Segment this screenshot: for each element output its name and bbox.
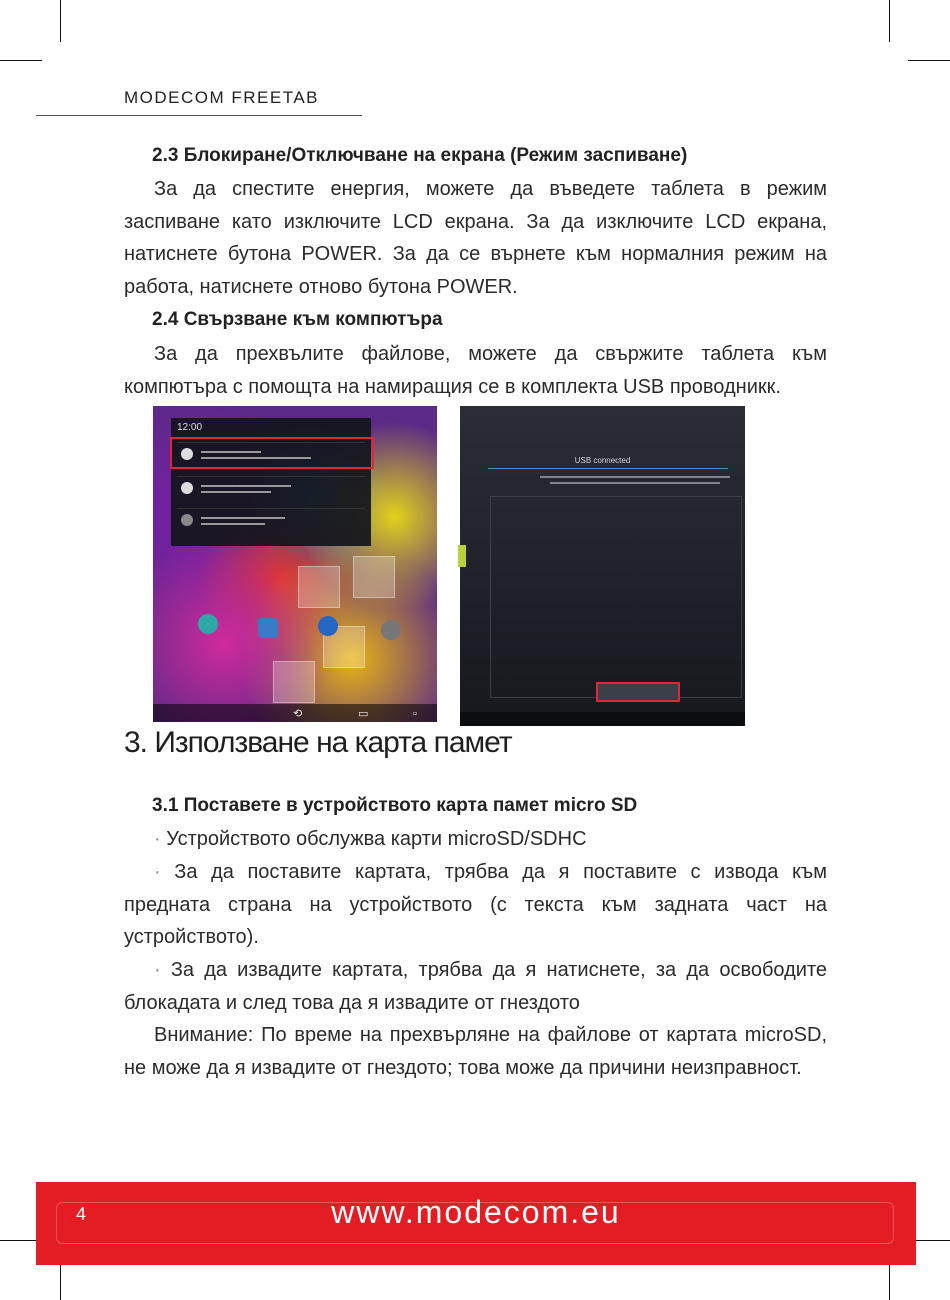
usb-text-line bbox=[550, 482, 720, 484]
usb-title-rule bbox=[488, 468, 728, 469]
section-3-title: 3. Използване на карта памет bbox=[124, 726, 512, 759]
crop-mark bbox=[60, 0, 61, 42]
turn-on-usb-storage-button bbox=[596, 682, 680, 702]
usb-dialog-frame bbox=[490, 496, 742, 698]
header-brand: MODECOM FREETAB bbox=[124, 88, 320, 107]
nav-bar bbox=[460, 712, 745, 726]
bullet-text: За да поставите картата, трябва да я поставите с извода към предната страна на устройството (с текста към задната част на устройството). bbox=[124, 861, 827, 948]
usb-connected-title: USB connected bbox=[574, 456, 631, 465]
bullet-item bbox=[124, 954, 827, 1019]
wallpaper-tile bbox=[273, 661, 315, 703]
notif-line bbox=[201, 491, 271, 493]
wallpaper-tile bbox=[353, 556, 395, 598]
bullet-dot-icon: · bbox=[154, 828, 167, 850]
page-number: 4 bbox=[76, 1204, 87, 1224]
footer-bar bbox=[36, 1182, 916, 1265]
app-icon bbox=[258, 618, 278, 638]
section-2-3-heading: 2.3 Блокиране/Отключване на екрана (Режим заспиване) bbox=[152, 145, 688, 166]
back-icon: ⟲ bbox=[293, 708, 303, 720]
notification-icon bbox=[181, 514, 193, 526]
app-icon bbox=[318, 616, 338, 636]
home-icon: ▭ bbox=[358, 708, 369, 720]
app-icon bbox=[381, 620, 401, 640]
bullet-item bbox=[124, 823, 827, 856]
notification-row bbox=[177, 476, 365, 501]
warning-paragraph: Внимание: По време на прехвърляне на файлове от картата microSD, не може да я извадите от гнездото; това може да причини неизправност. bbox=[124, 1024, 827, 1079]
app-icon bbox=[198, 614, 218, 634]
notif-line bbox=[201, 517, 285, 519]
section-2-4-body: За да прехвълите файлове, можете да свържите таблета към компютъра с помощта на намиращия се в комплекта USB проводникк. bbox=[124, 343, 827, 398]
notif-line bbox=[201, 485, 291, 487]
usb-text-line bbox=[540, 476, 730, 478]
recent-apps-icon: ▫ bbox=[413, 708, 417, 720]
bullet-text: За да извадите картата, трябва да я натиснете, за да освободите блокадата и след това да я извадите от гнездото bbox=[124, 959, 828, 1014]
notification-row bbox=[177, 508, 365, 533]
bullet-dot-icon: · bbox=[154, 861, 175, 883]
bullet-dot-icon: · bbox=[154, 959, 171, 981]
bullet-item bbox=[124, 856, 827, 954]
status-time: 12:00 bbox=[177, 422, 203, 433]
crop-mark bbox=[889, 0, 890, 42]
usb-notification-highlight bbox=[170, 437, 374, 469]
header-rule bbox=[36, 115, 362, 116]
section-2-3-body: За да спестите енергия, можете да въведете таблета в режим заспиване като изключите LCD екрана. За да изключите LCD екрана, натиснете бутона POWER. За да се върнете към нормалния режим на работа, натиснете отново бутона POWER. bbox=[124, 178, 827, 298]
wallpaper-tile bbox=[298, 566, 340, 608]
section-3-1-heading: 3.1 Поставете в устройството карта памет micro SD bbox=[152, 795, 638, 816]
bullet-text: Устройството обслужва карти microSD/SDHC bbox=[166, 828, 587, 850]
footer-url[interactable]: www.modecom.eu bbox=[331, 1194, 621, 1230]
crop-mark bbox=[0, 60, 42, 61]
device-side-tab bbox=[458, 545, 466, 567]
notif-line bbox=[201, 523, 265, 525]
notification-icon bbox=[181, 482, 193, 494]
screenshot-usb-connected bbox=[460, 406, 745, 726]
crop-mark bbox=[908, 60, 950, 61]
section-2-4-heading: 2.4 Свързване към компютъра bbox=[152, 309, 443, 330]
nav-bar bbox=[153, 704, 437, 722]
